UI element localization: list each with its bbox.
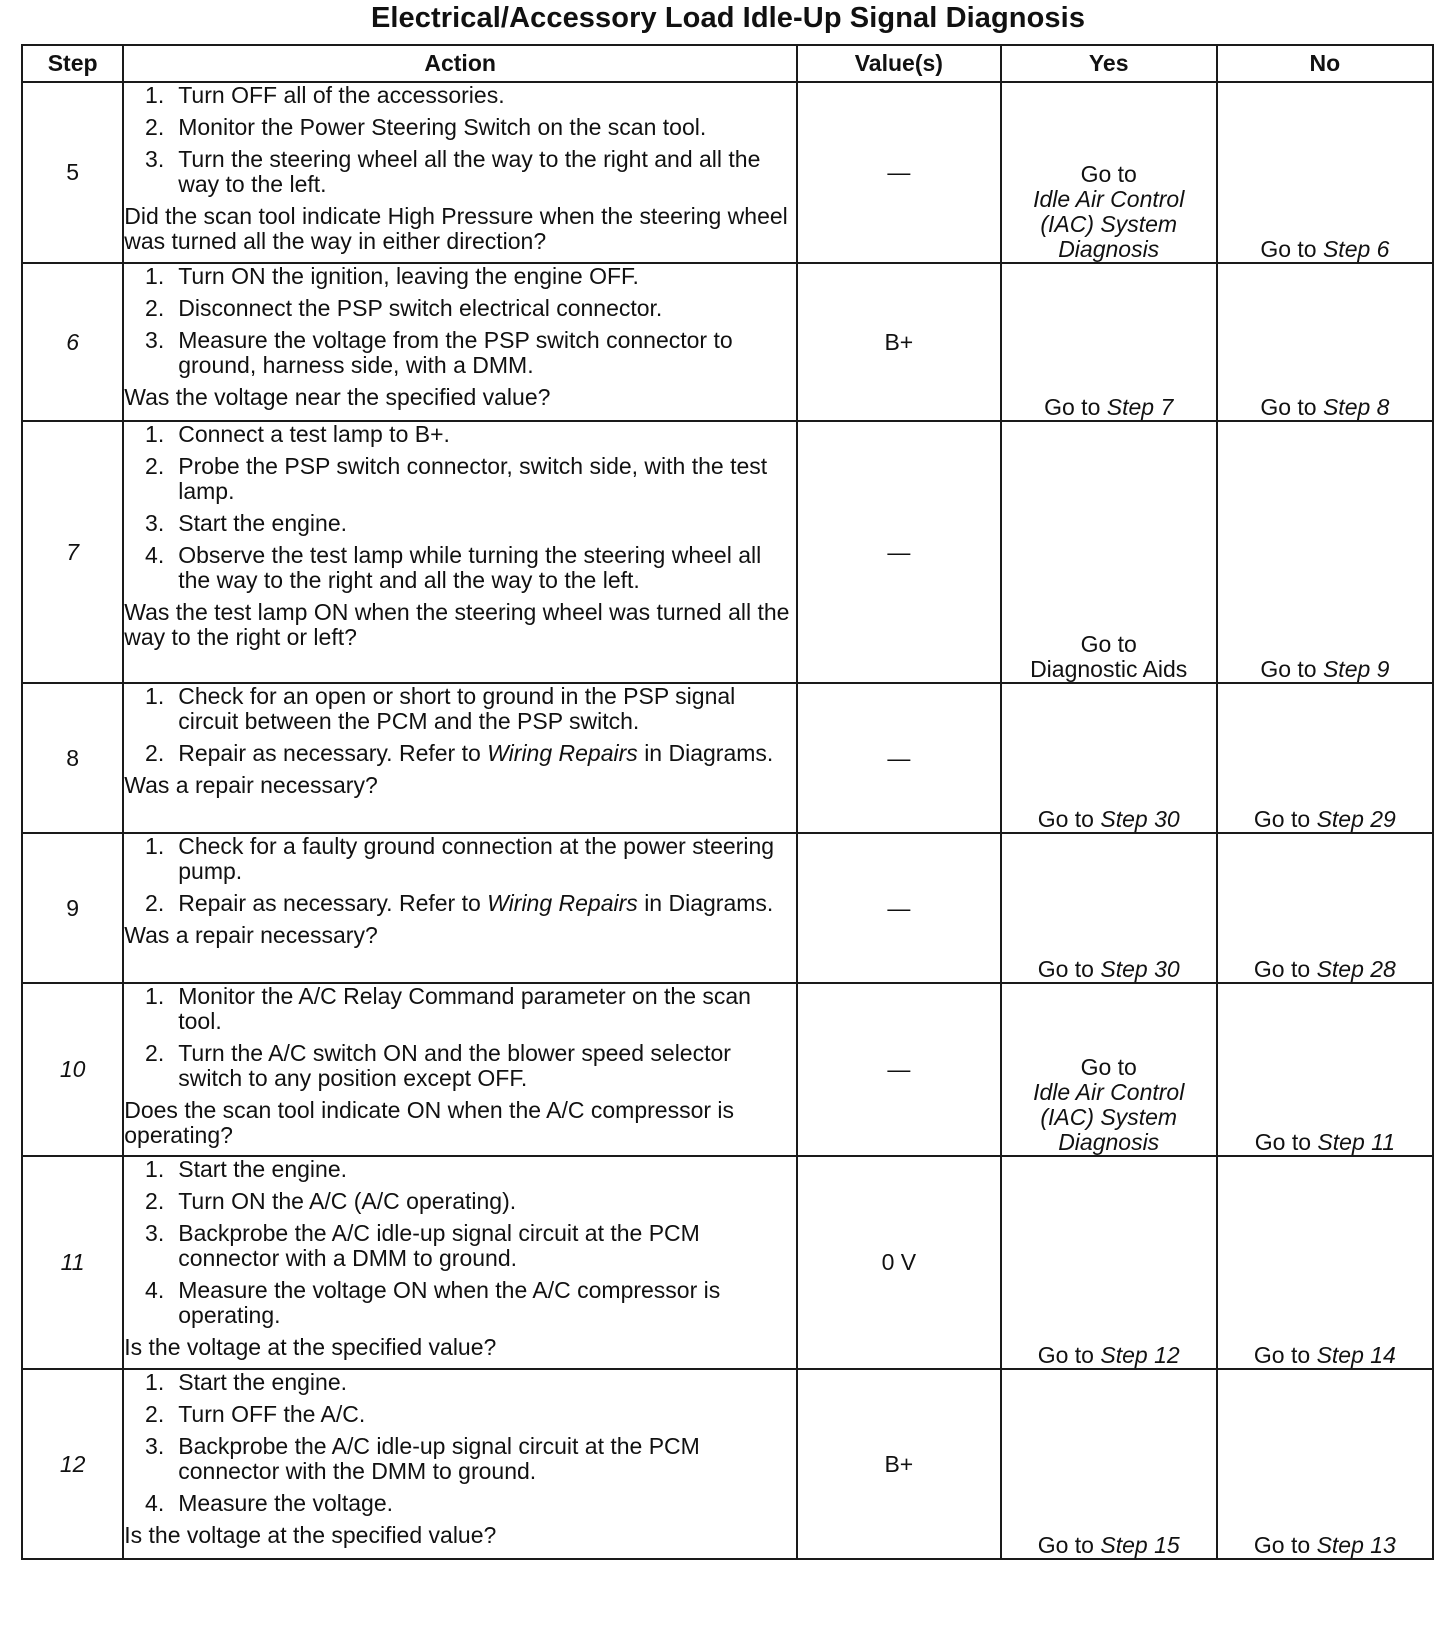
no-goto-reference: Step 9 xyxy=(1322,656,1390,682)
action-step-text xyxy=(178,115,796,140)
header-action: Action xyxy=(123,45,797,82)
action-steps-list xyxy=(124,1370,796,1516)
action-step-number: 4. xyxy=(145,1490,165,1516)
no-goto-prefix: Go to xyxy=(1253,806,1311,832)
no-cell xyxy=(1217,263,1433,421)
yes-cell xyxy=(1001,421,1217,683)
yes-goto-prefix: Go to xyxy=(1080,161,1137,187)
action-cell xyxy=(123,683,797,833)
action-step-number: 3. xyxy=(145,1220,165,1246)
action-step-number: 3. xyxy=(145,146,165,172)
action-text: Probe the PSP switch connector, switch side, with the test lamp. xyxy=(178,453,768,504)
no-goto-reference: Step 28 xyxy=(1316,956,1396,982)
diagnosis-table xyxy=(21,44,1434,1560)
table-row xyxy=(22,833,1433,983)
action-text: Turn OFF the A/C. xyxy=(178,1401,366,1427)
action-text: Turn the A/C switch ON and the blower speed selector switch to any position except OFF. xyxy=(178,1040,731,1091)
action-step-text xyxy=(178,454,796,504)
action-text: Check for a faulty ground connection at the power steering pump. xyxy=(178,833,775,884)
action-step xyxy=(124,264,796,289)
action-step-number: 1. xyxy=(145,421,165,447)
action-step-number: 4. xyxy=(145,542,165,568)
action-step-number: 2. xyxy=(145,1401,165,1427)
action-step-number: 2. xyxy=(145,114,165,140)
action-text: Disconnect the PSP switch electrical connector. xyxy=(178,295,663,321)
action-step xyxy=(124,1157,796,1182)
action-step xyxy=(124,834,796,884)
action-step-number: 2. xyxy=(145,1188,165,1214)
action-step-text xyxy=(178,1221,796,1271)
action-question: Was a repair necessary? xyxy=(124,772,378,798)
action-step-number: 2. xyxy=(145,295,165,321)
yes-goto-reference: Step 12 xyxy=(1100,1342,1180,1368)
no-goto-reference: Step 14 xyxy=(1316,1342,1396,1368)
action-text: Backprobe the A/C idle-up signal circuit at the PCM connector with the DMM to ground. xyxy=(178,1433,700,1484)
action-step-number: 1. xyxy=(145,983,165,1009)
step-number: 6 xyxy=(22,263,123,421)
value-cell: — xyxy=(797,833,1001,983)
yes-goto-prefix: Go to xyxy=(1037,956,1094,982)
no-cell xyxy=(1217,1156,1433,1369)
action-step-text xyxy=(178,1278,796,1328)
action-text: Observe the test lamp while turning the steering wheel all the way to the right and all the way to the left. xyxy=(178,542,762,593)
yes-goto-prefix: Go to xyxy=(1037,1342,1094,1368)
action-text: Measure the voltage. xyxy=(178,1490,394,1516)
action-steps-list xyxy=(124,264,796,378)
action-step-number: 3. xyxy=(145,327,165,353)
no-cell xyxy=(1217,82,1433,263)
action-text: Start the engine. xyxy=(178,1156,348,1182)
no-goto-prefix: Go to xyxy=(1260,656,1317,682)
value-cell: — xyxy=(797,421,1001,683)
action-step-text xyxy=(178,1491,796,1516)
action-text: Turn OFF all of the accessories. xyxy=(178,82,505,108)
action-text: Backprobe the A/C idle-up signal circuit at the PCM connector with a DMM to ground. xyxy=(178,1220,700,1271)
no-cell xyxy=(1217,1369,1433,1559)
no-goto-reference: Step 11 xyxy=(1317,1129,1396,1155)
action-step-text xyxy=(178,543,796,593)
yes-cell xyxy=(1001,263,1217,421)
action-text: Monitor the Power Steering Switch on the scan tool. xyxy=(178,114,707,140)
action-step-text xyxy=(178,1434,796,1484)
action-text-tail: in Diagrams. xyxy=(644,890,774,916)
action-step xyxy=(124,296,796,321)
action-step-number: 1. xyxy=(145,1369,165,1395)
action-step-number: 3. xyxy=(145,510,165,536)
action-step-text xyxy=(178,1041,796,1091)
page-title: Electrical/Accessory Load Idle-Up Signal Diagnosis xyxy=(370,2,1086,34)
action-text: Connect a test lamp to B+. xyxy=(178,421,450,447)
action-cell xyxy=(123,1156,797,1369)
no-goto-prefix: Go to xyxy=(1260,236,1317,262)
action-question: Is the voltage at the specified value? xyxy=(124,1522,497,1548)
action-text: Monitor the A/C Relay Command parameter on the scan tool. xyxy=(178,983,751,1034)
action-steps-list xyxy=(124,83,796,197)
action-text: Turn ON the ignition, leaving the engine OFF. xyxy=(178,263,639,289)
action-step-text xyxy=(178,684,796,734)
action-step xyxy=(124,83,796,108)
action-text: Repair as necessary. Refer to xyxy=(178,740,481,766)
action-question: Is the voltage at the specified value? xyxy=(124,1334,497,1360)
no-goto-prefix: Go to xyxy=(1254,1129,1312,1155)
table-row xyxy=(22,263,1433,421)
action-step-text xyxy=(178,328,796,378)
action-text: Measure the voltage ON when the A/C compressor is operating. xyxy=(178,1277,721,1328)
reference-link: Wiring Repairs xyxy=(487,890,638,916)
action-step xyxy=(124,1434,796,1484)
table-row xyxy=(22,421,1433,683)
value-cell: — xyxy=(797,82,1001,263)
action-steps-list xyxy=(124,834,796,916)
table-row xyxy=(22,1369,1433,1559)
step-number: 11 xyxy=(22,1156,123,1369)
header-step: Step xyxy=(22,45,123,82)
action-step xyxy=(124,543,796,593)
action-text: Start the engine. xyxy=(178,510,348,536)
action-step-text xyxy=(178,741,796,766)
action-steps-list xyxy=(124,422,796,593)
action-text: Repair as necessary. Refer to xyxy=(178,890,481,916)
step-number: 7 xyxy=(22,421,123,683)
action-steps-list xyxy=(124,1157,796,1328)
action-text: Turn the steering wheel all the way to the right and all the way to the left. xyxy=(178,146,761,197)
yes-cell xyxy=(1001,983,1217,1156)
table-row xyxy=(22,683,1433,833)
action-step xyxy=(124,147,796,197)
action-step xyxy=(124,115,796,140)
step-number: 8 xyxy=(22,683,123,833)
yes-goto-reference: Diagnostic Aids xyxy=(1030,656,1188,682)
action-step-text xyxy=(178,1189,796,1214)
action-step-number: 1. xyxy=(145,263,165,289)
action-step-text xyxy=(178,147,796,197)
action-step-number: 2. xyxy=(145,453,165,479)
action-step xyxy=(124,511,796,536)
table-header-row xyxy=(22,45,1433,82)
action-step xyxy=(124,1402,796,1427)
action-question: Was a repair necessary? xyxy=(124,922,378,948)
action-step-text xyxy=(178,1157,796,1182)
value-cell: — xyxy=(797,983,1001,1156)
header-yes: Yes xyxy=(1001,45,1217,82)
no-cell xyxy=(1217,683,1433,833)
action-text: Turn ON the A/C (A/C operating). xyxy=(178,1188,517,1214)
yes-goto-reference: Step 7 xyxy=(1106,394,1174,420)
step-number: 10 xyxy=(22,983,123,1156)
action-step-number: 3. xyxy=(145,1433,165,1459)
action-step-number: 1. xyxy=(145,833,165,859)
action-step xyxy=(124,422,796,447)
yes-cell xyxy=(1001,1369,1217,1559)
yes-cell xyxy=(1001,683,1217,833)
yes-cell xyxy=(1001,1156,1217,1369)
action-question: Was the voltage near the specified value? xyxy=(124,384,551,410)
action-step-text xyxy=(178,422,796,447)
action-step-text xyxy=(178,834,796,884)
action-text: Start the engine. xyxy=(178,1369,348,1395)
action-cell xyxy=(123,82,797,263)
yes-goto-reference: Idle Air Control (IAC) System Diagnosis xyxy=(1033,186,1185,262)
action-cell xyxy=(123,1369,797,1559)
value-cell: B+ xyxy=(797,263,1001,421)
action-question: Did the scan tool indicate High Pressure when the steering wheel was turned all the way in either direction? xyxy=(124,203,788,254)
no-goto-reference: Step 8 xyxy=(1322,394,1390,420)
action-steps-list xyxy=(124,684,796,766)
action-step xyxy=(124,891,796,916)
action-step xyxy=(124,1370,796,1395)
action-step-number: 1. xyxy=(145,1156,165,1182)
action-step-number: 1. xyxy=(145,82,165,108)
action-question: Was the test lamp ON when the steering wheel was turned all the way to the right or left? xyxy=(124,599,790,650)
value-cell: 0 V xyxy=(797,1156,1001,1369)
yes-cell xyxy=(1001,833,1217,983)
yes-cell xyxy=(1001,82,1217,263)
yes-goto-reference: Idle Air Control (IAC) System Diagnosis xyxy=(1033,1079,1185,1155)
action-step xyxy=(124,1278,796,1328)
action-step-text xyxy=(178,984,796,1034)
table-row xyxy=(22,1156,1433,1369)
action-cell xyxy=(123,421,797,683)
action-text-tail: in Diagrams. xyxy=(644,740,774,766)
action-step-text xyxy=(178,296,796,321)
value-cell: — xyxy=(797,683,1001,833)
action-step xyxy=(124,1041,796,1091)
action-step xyxy=(124,984,796,1034)
header-values: Value(s) xyxy=(797,45,1001,82)
yes-goto-reference: Step 30 xyxy=(1100,956,1180,982)
no-goto-prefix: Go to xyxy=(1253,1342,1311,1368)
action-cell xyxy=(123,983,797,1156)
yes-goto-prefix: Go to xyxy=(1080,1054,1137,1080)
action-step-text xyxy=(178,511,796,536)
yes-goto-reference: Step 30 xyxy=(1100,806,1180,832)
action-question: Does the scan tool indicate ON when the A/C compressor is operating? xyxy=(124,1097,735,1148)
value-cell: B+ xyxy=(797,1369,1001,1559)
yes-goto-reference: Step 15 xyxy=(1100,1532,1180,1558)
action-step xyxy=(124,1491,796,1516)
step-number: 9 xyxy=(22,833,123,983)
reference-link: Wiring Repairs xyxy=(487,740,638,766)
action-text: Check for an open or short to ground in the PSP signal circuit between the PCM and the PSP switch. xyxy=(178,683,736,734)
action-step xyxy=(124,741,796,766)
action-text: Measure the voltage from the PSP switch connector to ground, harness side, with a DMM. xyxy=(178,327,733,378)
action-step-text xyxy=(178,83,796,108)
step-number: 5 xyxy=(22,82,123,263)
header-no: No xyxy=(1217,45,1433,82)
no-cell xyxy=(1217,983,1433,1156)
table-row xyxy=(22,983,1433,1156)
yes-goto-prefix: Go to xyxy=(1037,806,1094,832)
no-goto-prefix: Go to xyxy=(1253,1532,1311,1558)
action-step-number: 2. xyxy=(145,740,165,766)
table-row xyxy=(22,82,1433,263)
action-step xyxy=(124,454,796,504)
yes-goto-prefix: Go to xyxy=(1044,394,1101,420)
action-step xyxy=(124,1189,796,1214)
action-step-text xyxy=(178,1402,796,1427)
action-step-text xyxy=(178,1370,796,1395)
step-number: 12 xyxy=(22,1369,123,1559)
yes-goto-prefix: Go to xyxy=(1037,1532,1094,1558)
action-step-number: 2. xyxy=(145,890,165,916)
action-step xyxy=(124,328,796,378)
action-step xyxy=(124,1221,796,1271)
no-goto-reference: Step 6 xyxy=(1322,236,1390,262)
action-step-text xyxy=(178,264,796,289)
action-step-text xyxy=(178,891,796,916)
action-cell xyxy=(123,263,797,421)
action-cell xyxy=(123,833,797,983)
no-goto-prefix: Go to xyxy=(1253,956,1311,982)
action-steps-list xyxy=(124,984,796,1091)
no-goto-reference: Step 29 xyxy=(1316,806,1396,832)
action-step-number: 4. xyxy=(145,1277,165,1303)
no-goto-prefix: Go to xyxy=(1260,394,1317,420)
no-cell xyxy=(1217,833,1433,983)
no-goto-reference: Step 13 xyxy=(1316,1532,1396,1558)
action-step xyxy=(124,684,796,734)
action-step-number: 2. xyxy=(145,1040,165,1066)
action-step-number: 1. xyxy=(145,683,165,709)
yes-goto-prefix: Go to xyxy=(1080,631,1137,657)
no-cell xyxy=(1217,421,1433,683)
